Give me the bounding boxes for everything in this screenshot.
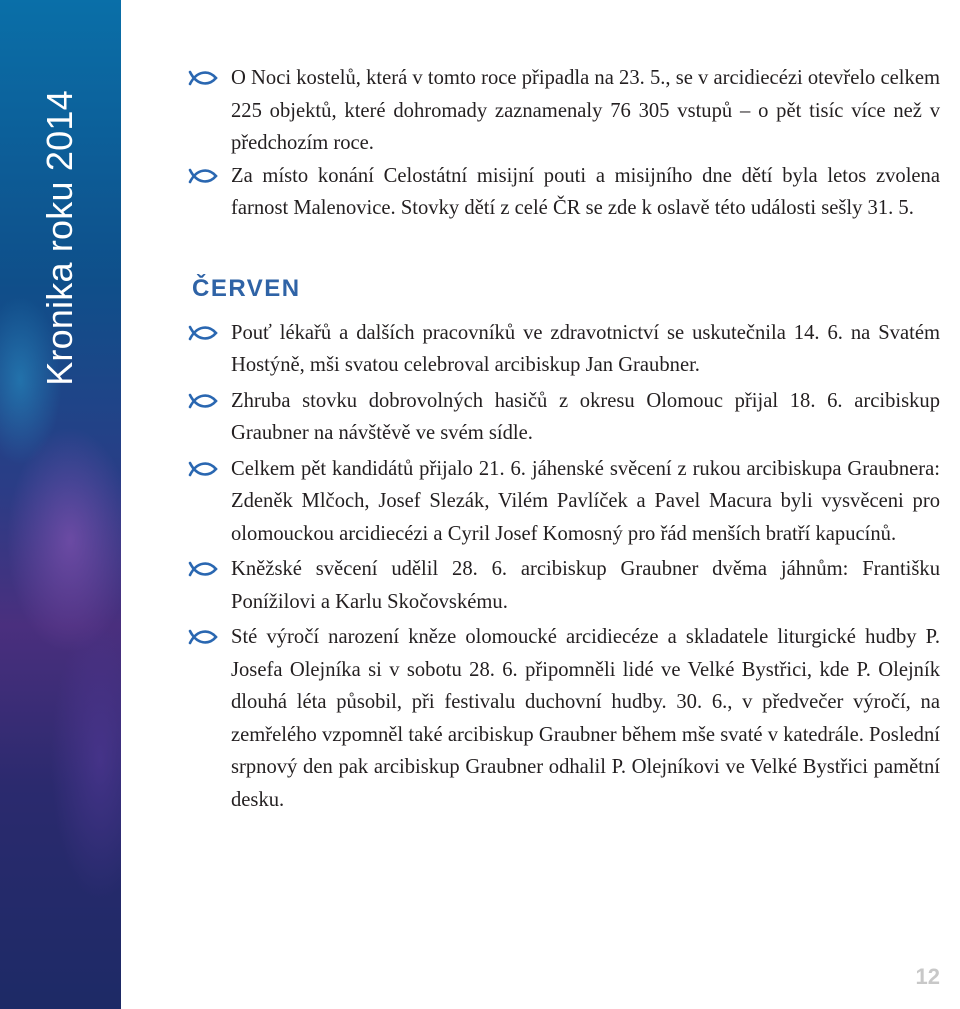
list-item (186, 62, 940, 160)
june-list (186, 317, 940, 817)
list-item-text: Zhruba stovku dobrovolných hasičů z okresu Olomouc přijal 18. 6. arcibiskup Graubner na návštěvě ve svém sídle. (231, 389, 940, 444)
fish-icon (188, 629, 218, 645)
fish-icon (188, 393, 218, 409)
list-item-text: Sté výročí narození kněze olomoucké arcidiecéze a skladatele liturgické hudby P. Josefa Olejníka si v sobotu 28. 6. připomněli lidé ve Velké Bystřici, kde P. Olejník dlouhá léta působil, při festivalu duchovní hudby. 30. 6., v předvečer výročí, na zemřelého vzpomněl také arcibiskup Graubner během mše svaté v katedrále. Poslední srpnový den pak arcibiskup Graubner odhalil P. Olejníkovi ve Velké Bystřici pamětní desku. (231, 626, 940, 811)
list-item (186, 621, 940, 816)
section-heading: ČERVEN (192, 274, 301, 302)
list-item (186, 317, 940, 382)
fish-icon (188, 461, 218, 477)
page-number: 12 (915, 964, 940, 989)
page-content (186, 62, 940, 819)
list-item-text: Pouť lékařů a dalších pracovníků ve zdravotnictví se uskutečnila 14. 6. na Svatém Hostýně, mši svatou celebroval arcibiskup Jan Graubner. (231, 321, 940, 376)
list-item-text: Za místo konání Celostátní misijní pouti a misijního dne dětí byla letos zvolena farnost Malenovice. Stovky dětí z celé ČR se zde k oslavě této události sešly 31. 5. (231, 164, 940, 219)
list-item (186, 453, 940, 551)
fish-icon (188, 325, 218, 341)
list-item (186, 160, 940, 225)
fish-icon (188, 561, 218, 577)
may-list (186, 62, 940, 225)
list-item (186, 553, 940, 618)
fish-icon (188, 168, 218, 184)
sidebar-band (0, 0, 121, 1009)
list-item-text: Celkem pět kandidátů přijalo 21. 6. jáhenské svěcení z rukou arcibiskupa Graubnera: Zdeněk Mlčoch, Josef Slezák, Vilém Pavlíček a Pavel Macura byli vysvěceni pro olomouckou arcidiecézi a Cyril Josef Komosný pro řád menších bratří kapucínů. (231, 457, 940, 545)
list-item-text: Kněžské svěcení udělil 28. 6. arcibiskup Graubner dvěma jáhnům: Františku Ponížilovi a Karlu Skočovskému. (231, 558, 940, 613)
sidebar-title: Kronika roku 2014 (39, 90, 80, 386)
list-item (186, 385, 940, 450)
fish-icon (188, 70, 218, 86)
list-item-text: O Noci kostelů, která v tomto roce připadla na 23. 5., se v arcidiecézi otevřelo celkem 225 objektů, které dohromady zaznamenaly 76 305 vstupů – o pět tisíc více než v předchozím roce. (231, 67, 940, 154)
